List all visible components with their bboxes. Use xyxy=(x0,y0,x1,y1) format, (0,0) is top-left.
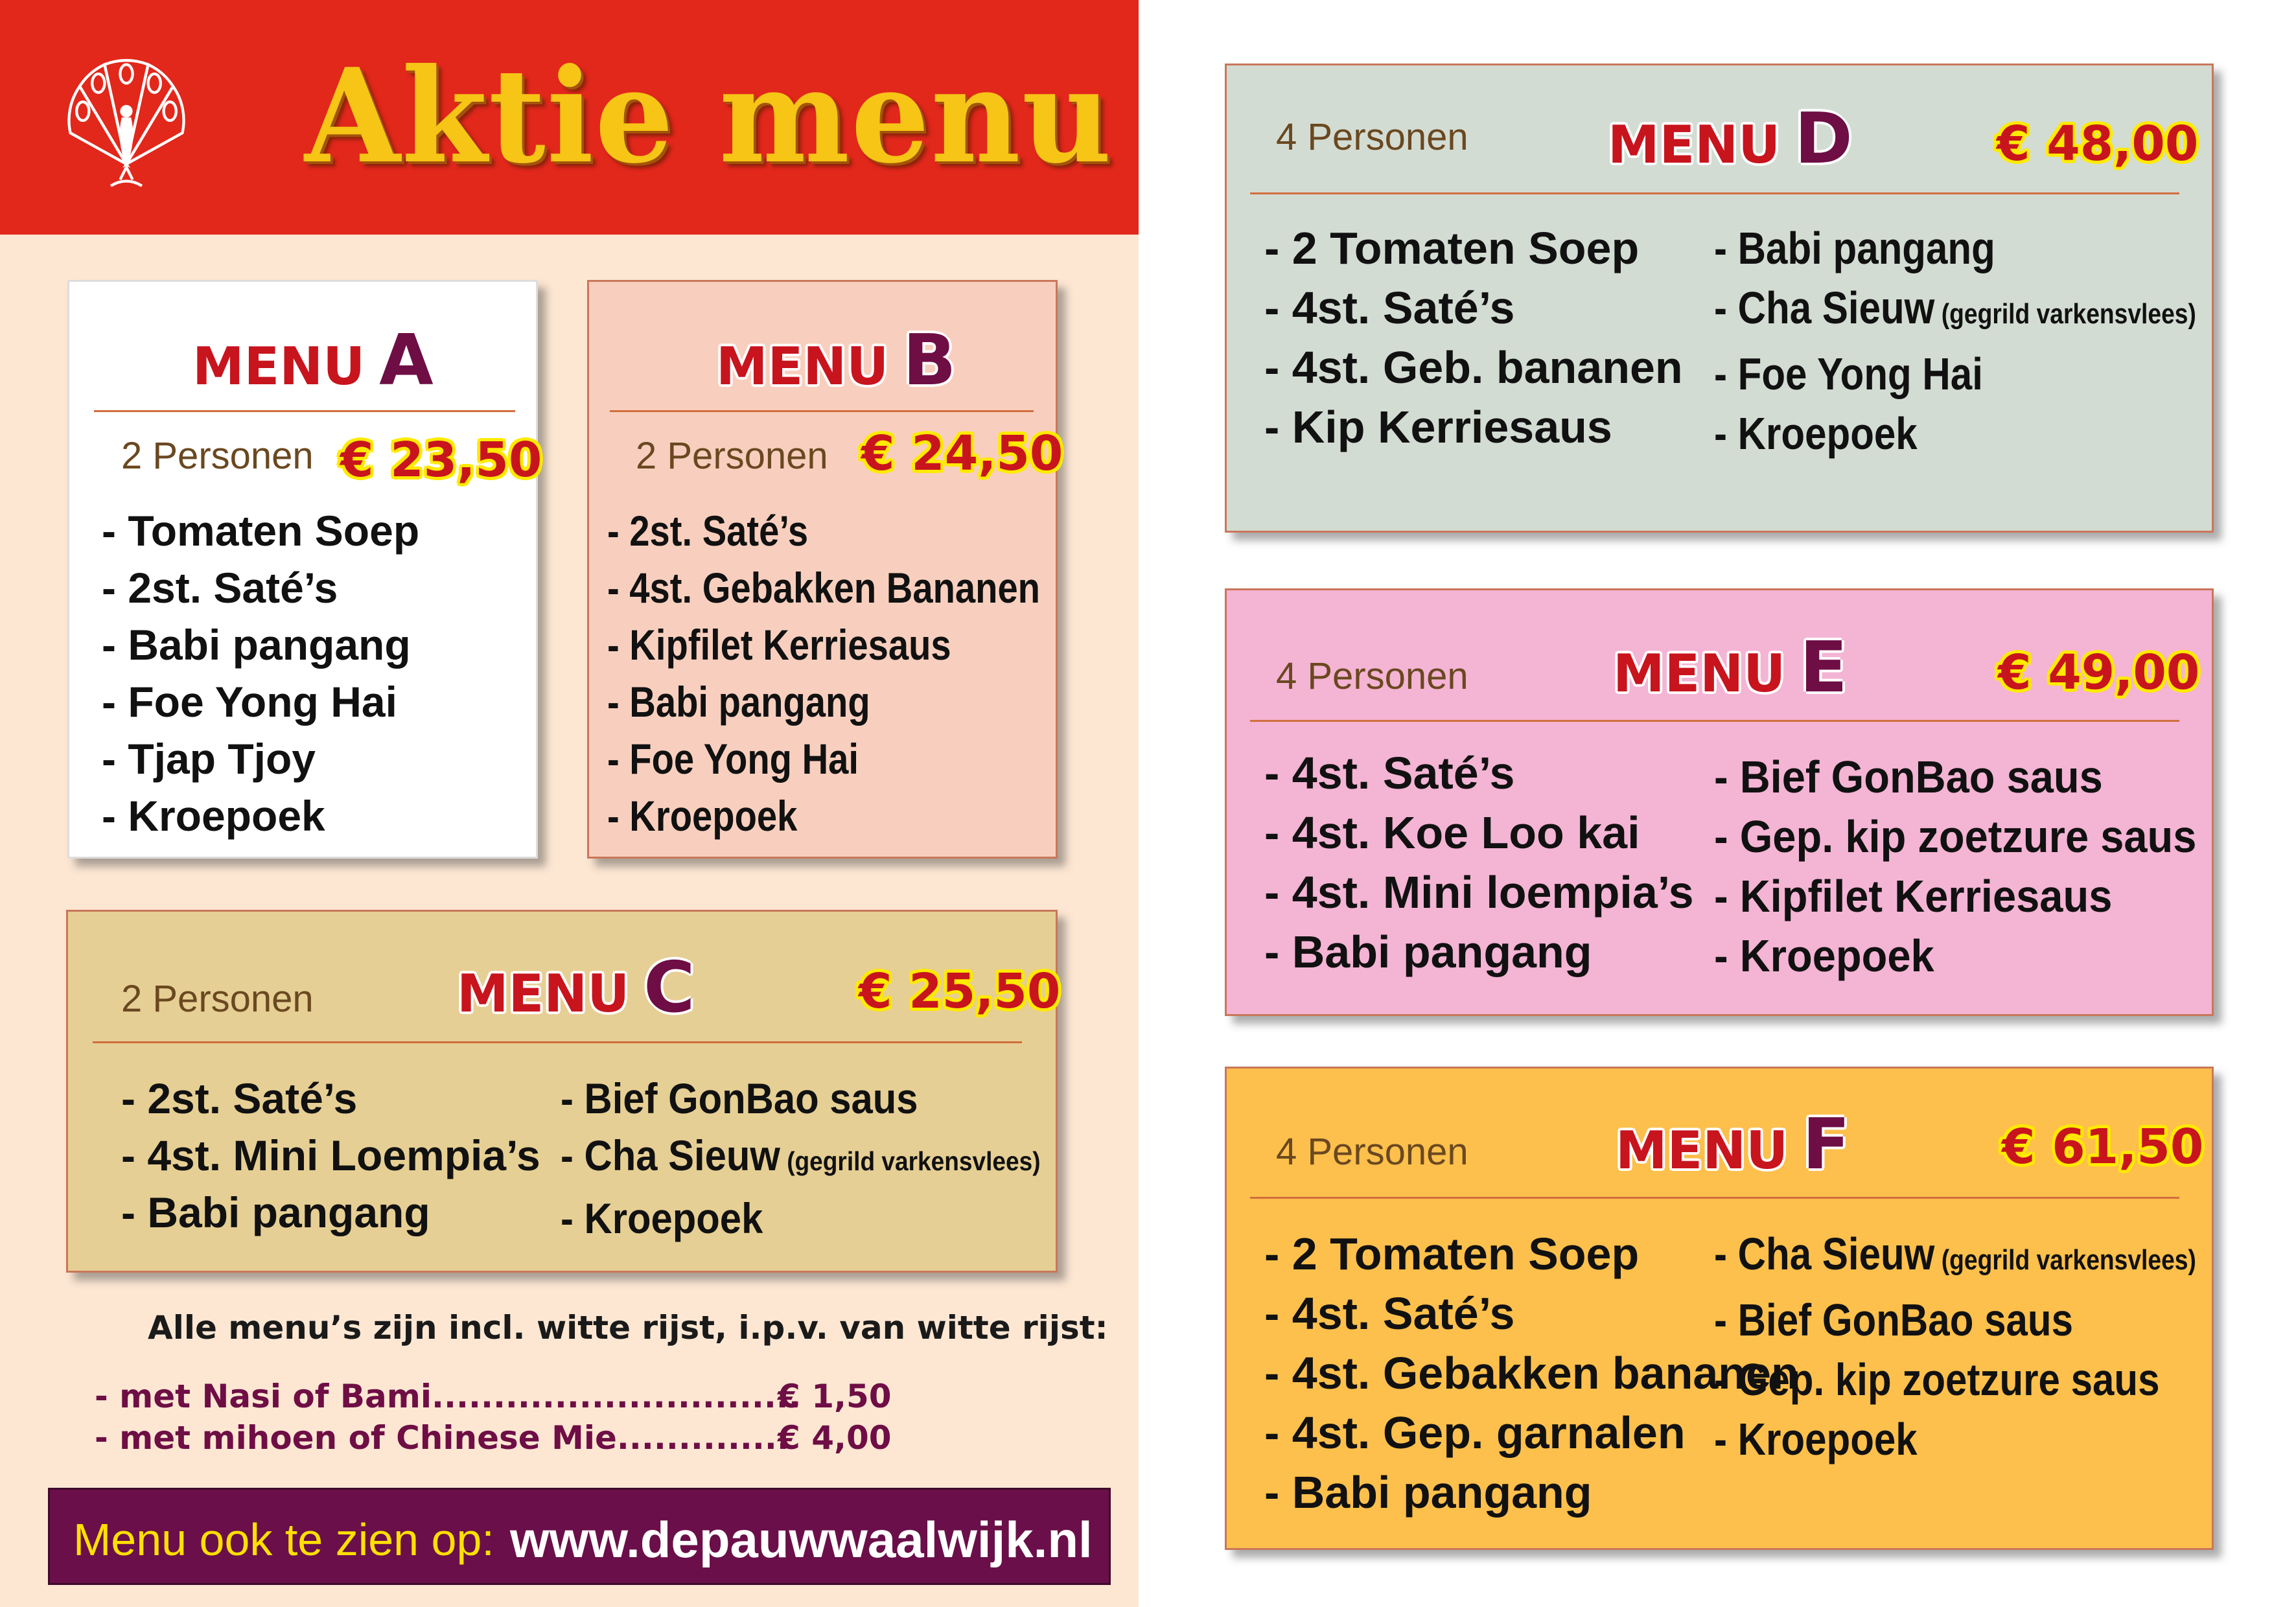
header-band xyxy=(0,0,1139,235)
menu-item xyxy=(607,559,1040,616)
website-link[interactable]: www.depauwwaalwijk.nl xyxy=(510,1511,1093,1568)
menu-item-label: - Kip Kerriesaus xyxy=(1264,402,1612,452)
menu-item xyxy=(121,1127,540,1184)
menu-item xyxy=(102,673,419,730)
menu-a-persons: 2 Personen xyxy=(121,435,314,477)
menu-item-label: - Cha Sieuw xyxy=(561,1131,780,1179)
website-banner xyxy=(48,1488,1111,1585)
menu-item-note: (gegrild varkensvlees) xyxy=(1934,1245,2196,1276)
rice-option-price: € 4,00 xyxy=(778,1419,892,1457)
menu-item-label: - 2st. Saté’s xyxy=(121,1074,358,1122)
menu-b-persons: 2 Personen xyxy=(636,435,828,477)
menu-item xyxy=(561,1127,1041,1190)
menu-f-card xyxy=(1225,1067,2214,1550)
menu-item xyxy=(1714,1409,2196,1469)
menu-item-label: - 2st. Saté’s xyxy=(607,507,809,555)
page-title: Aktie menu xyxy=(305,40,1113,192)
menu-e-items-right xyxy=(1714,747,2196,986)
menu-d-items-left xyxy=(1264,218,1683,457)
menu-item-label: - Gep. kip zoetzure saus xyxy=(1714,1354,2160,1405)
menu-item xyxy=(1714,344,2196,404)
menu-item-label: - Cha Sieuw xyxy=(1714,283,1935,333)
menu-item xyxy=(1714,866,2196,926)
menu-item xyxy=(607,730,1040,787)
menu-c-card xyxy=(66,910,1061,1273)
menu-letter: E xyxy=(1800,627,1848,708)
menu-item xyxy=(607,616,1040,673)
menu-c-divider xyxy=(93,1041,1022,1043)
menu-item xyxy=(102,502,419,559)
menu-item-label: - Kroepoek xyxy=(1714,1414,1918,1464)
menu-item-label: - Babi pangang xyxy=(121,1188,430,1236)
menu-item-label: - Kroepoek xyxy=(102,792,325,840)
menu-item-label: - Tjap Tjoy xyxy=(102,735,316,783)
menu-item xyxy=(561,1070,1041,1127)
menu-c-items-right xyxy=(561,1070,1041,1247)
menu-item-note: (gegrild varkensvlees) xyxy=(780,1146,1041,1176)
menu-item xyxy=(121,1184,540,1241)
menu-item xyxy=(607,502,1040,559)
menu-a-card xyxy=(67,280,542,859)
menu-b-price: € 24,50 xyxy=(861,426,1063,481)
menu-b-divider xyxy=(610,410,1034,412)
menu-item xyxy=(1264,218,1683,278)
menu-b-card xyxy=(587,280,1063,859)
menu-e-price: € 49,00 xyxy=(1998,645,2200,700)
menu-item-label: - 4st. Koe Loo kai xyxy=(1264,807,1640,858)
menu-item xyxy=(1264,743,1694,803)
menu-item xyxy=(1714,218,2196,278)
menu-item-label: - Foe Yong Hai xyxy=(607,735,859,783)
menu-item-label: - 2 Tomaten Soep xyxy=(1264,1229,1640,1279)
menu-e-divider xyxy=(1250,720,2179,722)
menu-e-title xyxy=(1613,627,1848,708)
menu-item xyxy=(1264,338,1683,397)
menu-d-title xyxy=(1608,98,1853,179)
menu-item xyxy=(607,673,1040,730)
menu-item-label: - Bief GonBao saus xyxy=(1714,1295,2073,1345)
menu-letter: A xyxy=(379,320,434,401)
menu-c-persons: 2 Personen xyxy=(121,978,314,1020)
menu-item xyxy=(1714,747,2196,807)
menu-word: MENU xyxy=(1616,1120,1789,1181)
menu-item-label: - Babi pangang xyxy=(607,678,870,726)
menu-item xyxy=(1714,404,2196,463)
menu-item-label: - Kipfilet Kerriesaus xyxy=(1714,871,2113,921)
menu-item xyxy=(1714,807,2196,866)
menu-e-persons: 4 Personen xyxy=(1276,655,1468,697)
menu-item xyxy=(1264,278,1683,338)
menu-item-label: - 4st. Saté’s xyxy=(1264,1288,1515,1339)
menu-item-label: - 4st. Gebakken bananen xyxy=(1264,1348,1799,1398)
menu-letter: C xyxy=(644,947,695,1028)
peacock-logo-icon xyxy=(45,43,207,198)
menu-item-label: - 4st. Saté’s xyxy=(1264,283,1515,333)
menu-item xyxy=(1264,397,1683,457)
menu-item-label: - 2 Tomaten Soep xyxy=(1264,223,1640,273)
menu-item-label: - Foe Yong Hai xyxy=(102,678,397,726)
menu-item-label: - 4st. Geb. bananen xyxy=(1264,342,1683,393)
menu-word: MENU xyxy=(716,336,889,397)
menu-item-label: - Bief GonBao saus xyxy=(1714,752,2103,802)
menu-e-card xyxy=(1225,588,2214,1016)
menu-word: MENU xyxy=(1613,643,1786,704)
menu-item xyxy=(1714,278,2196,344)
menu-d-card xyxy=(1225,64,2214,533)
menu-item xyxy=(607,787,1040,844)
menu-word: MENU xyxy=(192,336,365,397)
menu-e-items-left xyxy=(1264,743,1694,982)
menu-item xyxy=(1264,862,1694,922)
rice-option-name: - met Nasi of Bami.............................. xyxy=(95,1378,801,1415)
menu-item-label: - 2st. Saté’s xyxy=(102,564,338,612)
menu-item-label: - Kroepoek xyxy=(607,792,798,840)
menu-item-label: - Babi pangang xyxy=(1264,1467,1592,1518)
menu-d-price: € 48,00 xyxy=(1997,116,2199,172)
menu-c-items-left xyxy=(121,1070,540,1241)
menu-f-persons: 4 Personen xyxy=(1276,1131,1468,1173)
menu-item-label: - Gep. kip zoetzure saus xyxy=(1714,811,2197,862)
menu-a-title xyxy=(192,320,434,401)
menu-letter: D xyxy=(1794,98,1853,179)
menu-item-label: - Cha Sieuw xyxy=(1714,1229,1935,1279)
menu-word: MENU xyxy=(1608,115,1781,175)
menu-f-title xyxy=(1616,1104,1850,1185)
menu-item-label: - 4st. Gebakken Bananen xyxy=(607,564,1040,612)
menu-item-note: (gegrild varkensvlees) xyxy=(1934,299,2196,330)
menu-item xyxy=(1714,926,2196,986)
menu-item-label: - Kroepoek xyxy=(1714,408,1918,459)
menu-item-label: - Babi pangang xyxy=(1264,927,1592,977)
menu-item-label: - Babi pangang xyxy=(102,621,411,669)
menu-d-persons: 4 Personen xyxy=(1276,116,1468,158)
menu-a-items xyxy=(102,502,419,844)
menu-item xyxy=(1264,922,1694,982)
menu-item xyxy=(102,616,419,673)
menu-item-label: - Tomaten Soep xyxy=(102,507,420,555)
menu-c-price: € 25,50 xyxy=(859,964,1061,1019)
menu-item-label: - Kroepoek xyxy=(561,1194,763,1242)
rice-option-price: € 1,50 xyxy=(778,1378,892,1415)
menu-item-label: - Bief GonBao saus xyxy=(561,1074,918,1122)
menu-item-label: - Foe Yong Hai xyxy=(1714,349,1983,399)
menu-item xyxy=(1714,1350,2196,1409)
menu-f-divider xyxy=(1250,1197,2179,1199)
menu-item-label: - 4st. Mini loempia’s xyxy=(1264,867,1694,918)
menu-letter: B xyxy=(903,320,957,401)
rice-note-heading: Alle menu’s zijn incl. witte rijst, i.p.v. van witte rijst: xyxy=(148,1309,1108,1347)
menu-item xyxy=(561,1190,1041,1247)
menu-item xyxy=(102,787,419,844)
menu-item xyxy=(1714,1224,2196,1290)
menu-item-label: - Kroepoek xyxy=(1714,931,1934,981)
menu-a-price: € 23,50 xyxy=(340,432,542,488)
menu-item-label: - Kipfilet Kerriesaus xyxy=(607,621,951,669)
menu-item-label: - Babi pangang xyxy=(1714,223,1995,273)
menu-item-label: - 4st. Mini Loempia’s xyxy=(121,1131,540,1179)
website-label: Menu ook te zien op: xyxy=(73,1514,494,1565)
menu-d-divider xyxy=(1250,192,2179,194)
menu-item-label: - 4st. Gep. garnalen xyxy=(1264,1407,1686,1458)
menu-item xyxy=(121,1070,540,1127)
menu-c-title xyxy=(457,947,695,1028)
menu-f-items-right xyxy=(1714,1224,2196,1469)
menu-item xyxy=(1714,1290,2196,1350)
menu-item xyxy=(1264,1462,1799,1522)
menu-letter: F xyxy=(1802,1104,1850,1185)
menu-word: MENU xyxy=(457,964,630,1024)
menu-b-items xyxy=(607,502,1040,844)
menu-item xyxy=(1264,803,1694,862)
menu-d-items-right xyxy=(1714,218,2196,463)
menu-item-label: - 4st. Saté’s xyxy=(1264,748,1515,798)
menu-item xyxy=(102,730,419,787)
menu-item xyxy=(102,559,419,616)
menu-f-price: € 61,50 xyxy=(2002,1119,2204,1175)
rice-option-name: - met mihoen of Chinese Mie.............. xyxy=(95,1419,789,1457)
menu-b-title xyxy=(716,320,957,401)
menu-a-divider xyxy=(94,410,515,412)
